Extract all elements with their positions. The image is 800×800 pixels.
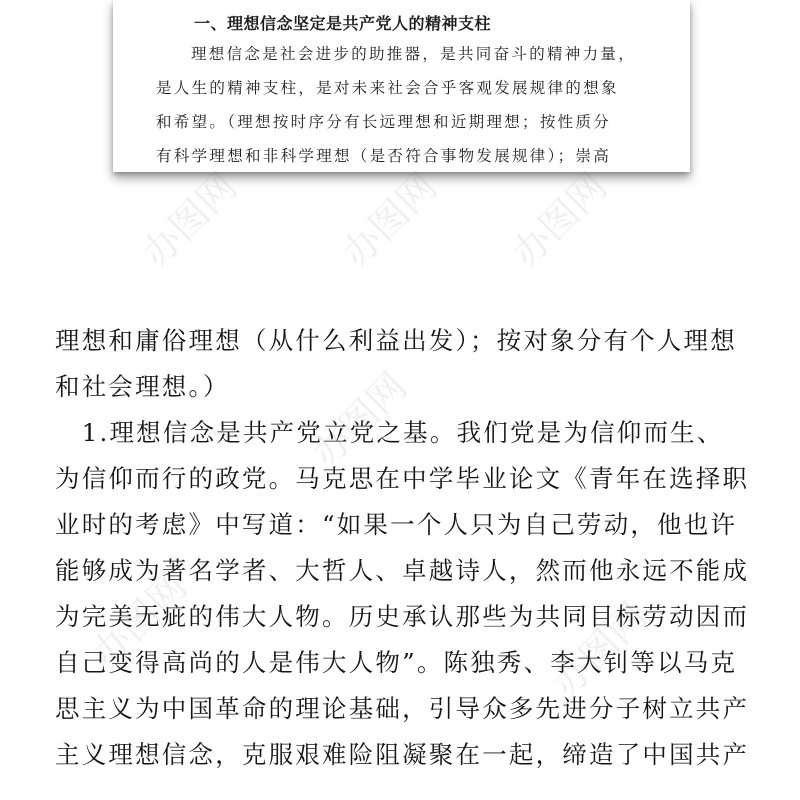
watermark: 办图网 bbox=[133, 164, 246, 276]
body-text-line: 为完美无疵的伟大人物。历史承认那些为共同目标劳动因而 bbox=[55, 602, 750, 631]
body-text-line: 1.理想信念是共产党立党之基。我们党是为信仰而生、 bbox=[55, 418, 724, 447]
body-text-line: 理想和庸俗理想（从什么利益出发）；按对象分有个人理想 bbox=[55, 326, 737, 355]
body-text-line: 和社会理想。） bbox=[55, 372, 230, 401]
body-text-line: 能够成为著名学者、大哲人、卓越诗人，然而他永远不能成 bbox=[55, 556, 750, 585]
watermark: 办图网 bbox=[333, 164, 446, 276]
card-text-line: 理想信念是社会进步的助推器，是共同奋斗的精神力量， bbox=[191, 45, 637, 63]
body-text-line: 自己变得高尚的人是伟大人物”。陈独秀、李大钊等以马克 bbox=[55, 648, 738, 677]
body-text-line: 为信仰而行的政党。马克思在中学毕业论文《青年在选择职 bbox=[55, 464, 750, 493]
watermark: 办图网 bbox=[543, 594, 656, 706]
card-text-line: 和希望。（理想按时序分有长远理想和近期理想；按性质分 bbox=[156, 113, 612, 131]
body-text-line: 思主义为中国革命的理论基础，引导众多先进分子树立共产 bbox=[55, 694, 750, 723]
watermark: 办图网 bbox=[303, 364, 416, 476]
card-text-line: 是人生的精神支柱，是对未来社会合乎客观发展规律的想象 bbox=[156, 79, 619, 97]
watermark: 办图网 bbox=[83, 564, 196, 676]
card-text-line: 有科学理想和非科学理想（是否符合事物发展规律）；崇高 bbox=[156, 147, 612, 165]
body-text-line: 业时的考虑》中写道：“如果一个人只为自己劳动，他也许 bbox=[55, 510, 738, 539]
body-text-line: 主义理想信念，克服艰难险阻凝聚在一起，缔造了中国共产 bbox=[55, 740, 750, 769]
document-preview-card bbox=[113, 0, 690, 172]
watermark: 办图网 bbox=[503, 164, 616, 276]
section-heading: 一、理想信念坚定是共产党人的精神支柱 bbox=[194, 14, 492, 33]
